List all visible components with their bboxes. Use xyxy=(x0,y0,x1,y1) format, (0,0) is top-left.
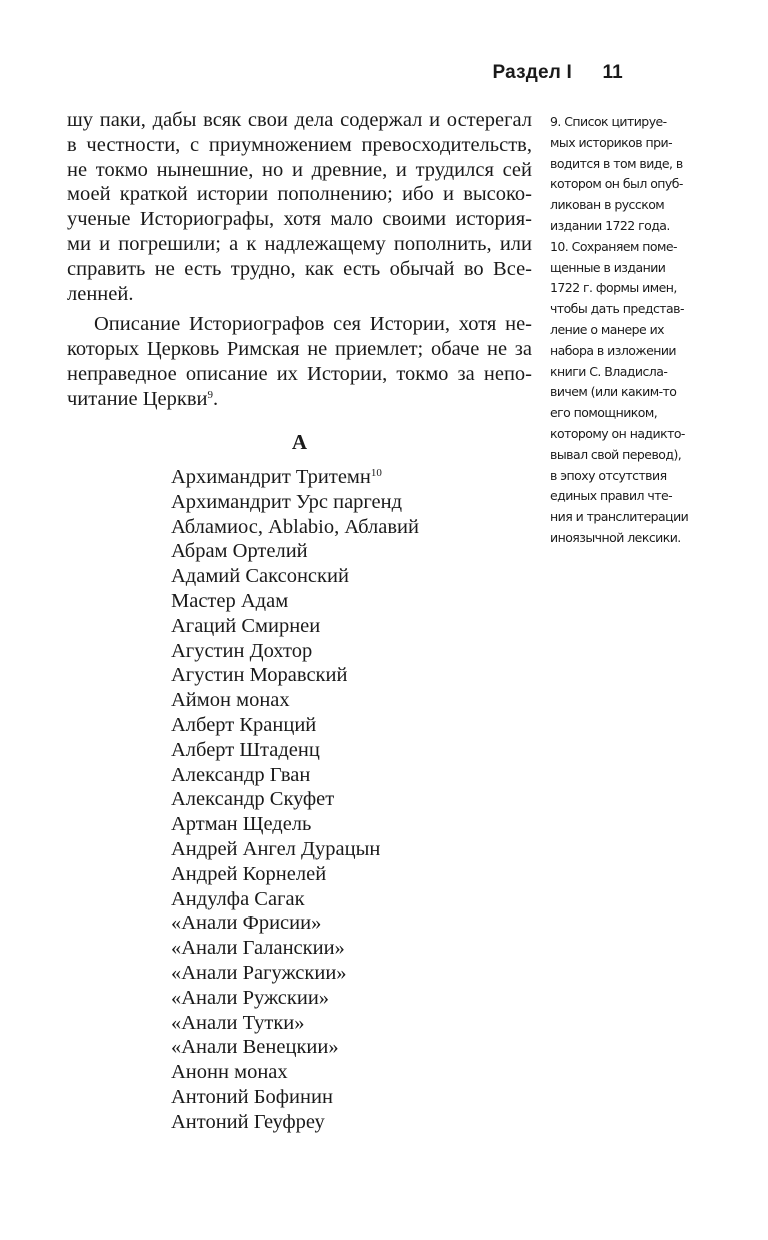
text-line: в честности, с приумножением превосходительств, xyxy=(67,133,532,156)
list-item: Александр Гван xyxy=(171,763,311,786)
list-item: Антоний Геуфреу xyxy=(171,1110,325,1133)
list-item: Андрей Ангел Дурацын xyxy=(171,837,381,860)
note-line: набора в изложении xyxy=(550,342,676,358)
text-line-with-footnote: читание Церкви$^9$. xyxy=(67,387,219,410)
list-item: Алберт Штаденц xyxy=(171,738,320,761)
note-line: 10. Сохраняем поме- xyxy=(550,238,678,254)
note-line: в эпоху отсутствия xyxy=(550,467,667,483)
list-item: Андулфа Сагак xyxy=(171,887,305,910)
historian-name: Архимандрит Тритемн xyxy=(171,466,371,488)
text-line: справить не есть трудно, как есть обычай во Все- xyxy=(67,257,532,280)
note-line: иноязычной лексики. xyxy=(550,529,681,545)
note-line: его помощником, xyxy=(550,405,658,421)
text-line: которых Церковь Римская не приемлет; обаче не за xyxy=(67,338,532,361)
text-line: неправедное описание их Истории, токмо за непо- xyxy=(67,362,532,385)
list-item: Агаций Смирнеи xyxy=(171,614,321,637)
list-item: «Анали Фрисии» xyxy=(171,912,322,935)
list-item: «Анали Тутки» xyxy=(171,1011,305,1034)
note-line: которому он надикто- xyxy=(550,425,685,441)
paragraph-1 xyxy=(67,108,532,306)
note-line: чтобы дать представ- xyxy=(550,301,684,317)
list-item: «Анали Рагужскии» xyxy=(171,961,347,984)
list-item: Адамий Саксонский xyxy=(171,565,349,588)
footnote-ref-10[interactable]: 10 xyxy=(370,467,382,479)
note-line: книги С. Владисла- xyxy=(550,363,668,379)
section-letter-heading: А xyxy=(291,430,308,454)
note-line: мых историков при- xyxy=(550,134,673,150)
note-line: ния и транслитерации xyxy=(550,509,689,525)
main-text xyxy=(67,108,532,1133)
text-line: ленней. xyxy=(67,282,134,305)
page-number: 11 xyxy=(602,62,623,83)
margin-notes xyxy=(550,112,740,549)
list-item: Архимандрит Урс паргенд xyxy=(171,490,403,513)
list-item: Абламиос, Ablabio, Аблавий xyxy=(171,515,419,538)
list-item: Артман Щедель xyxy=(171,813,312,836)
list-item: Антоний Бофинин xyxy=(171,1085,333,1108)
historians-list xyxy=(171,465,419,1135)
list-item: Мастер Адам xyxy=(171,589,289,612)
list-item: «Анали Ружскии» xyxy=(171,986,330,1009)
section-title: Раздел I xyxy=(492,62,572,83)
list-item: Агустин Моравский xyxy=(171,664,348,687)
list-item: Алберт Кранций xyxy=(171,713,317,736)
note-line: щенные в издании xyxy=(550,259,666,275)
list-item: Агустин Дохтор xyxy=(171,639,313,662)
text-line: моей краткой истории пополнению; ибо и высоко- xyxy=(67,183,532,206)
list-item: «Анали Венецкии» xyxy=(171,1036,339,1059)
list-item: «Анали Галанскии» xyxy=(171,937,345,960)
running-header xyxy=(492,62,623,84)
note-line: единых правил чте- xyxy=(550,488,673,504)
note-line: 1722 г. формы имен, xyxy=(550,280,677,296)
list-item: Андрей Корнелей xyxy=(171,862,327,885)
list-item: Аймон монах xyxy=(171,689,290,712)
text-line: ученые Историографы, хотя мало своими история- xyxy=(67,208,532,231)
list-item: Анонн монах xyxy=(171,1061,288,1084)
note-line: ление о манере их xyxy=(550,321,664,337)
text-fragment: читание Церкви xyxy=(67,387,208,410)
note-line: вывал свой перевод), xyxy=(550,446,682,462)
note-line: издании 1722 года. xyxy=(550,217,670,233)
footnote-ref-9[interactable]: 9 xyxy=(207,388,214,401)
list-item: Абрам Ортелий xyxy=(171,540,308,563)
note-line: котором он был опуб- xyxy=(550,176,683,192)
note-line: ликован в русском xyxy=(550,197,665,213)
paragraph-2 xyxy=(67,312,532,411)
text-line: не токмо нынешние, но и древние, и трудился сей xyxy=(67,158,532,181)
text-line: Описание Историографов сея Истории, хотя не- xyxy=(94,313,532,336)
text-line: шу паки, дабы всяк свои дела содержал и остерегал xyxy=(67,109,532,131)
text-line: ми и погрешили; а к надлежащему пополнить, или xyxy=(67,232,532,255)
note-line: 9. Список цитируе- xyxy=(550,114,667,129)
list-item: Александр Скуфет xyxy=(171,788,335,811)
note-line: вичем (или каким-то xyxy=(550,384,677,400)
list-item xyxy=(171,465,419,490)
note-line: водится в том виде, в xyxy=(550,155,683,171)
